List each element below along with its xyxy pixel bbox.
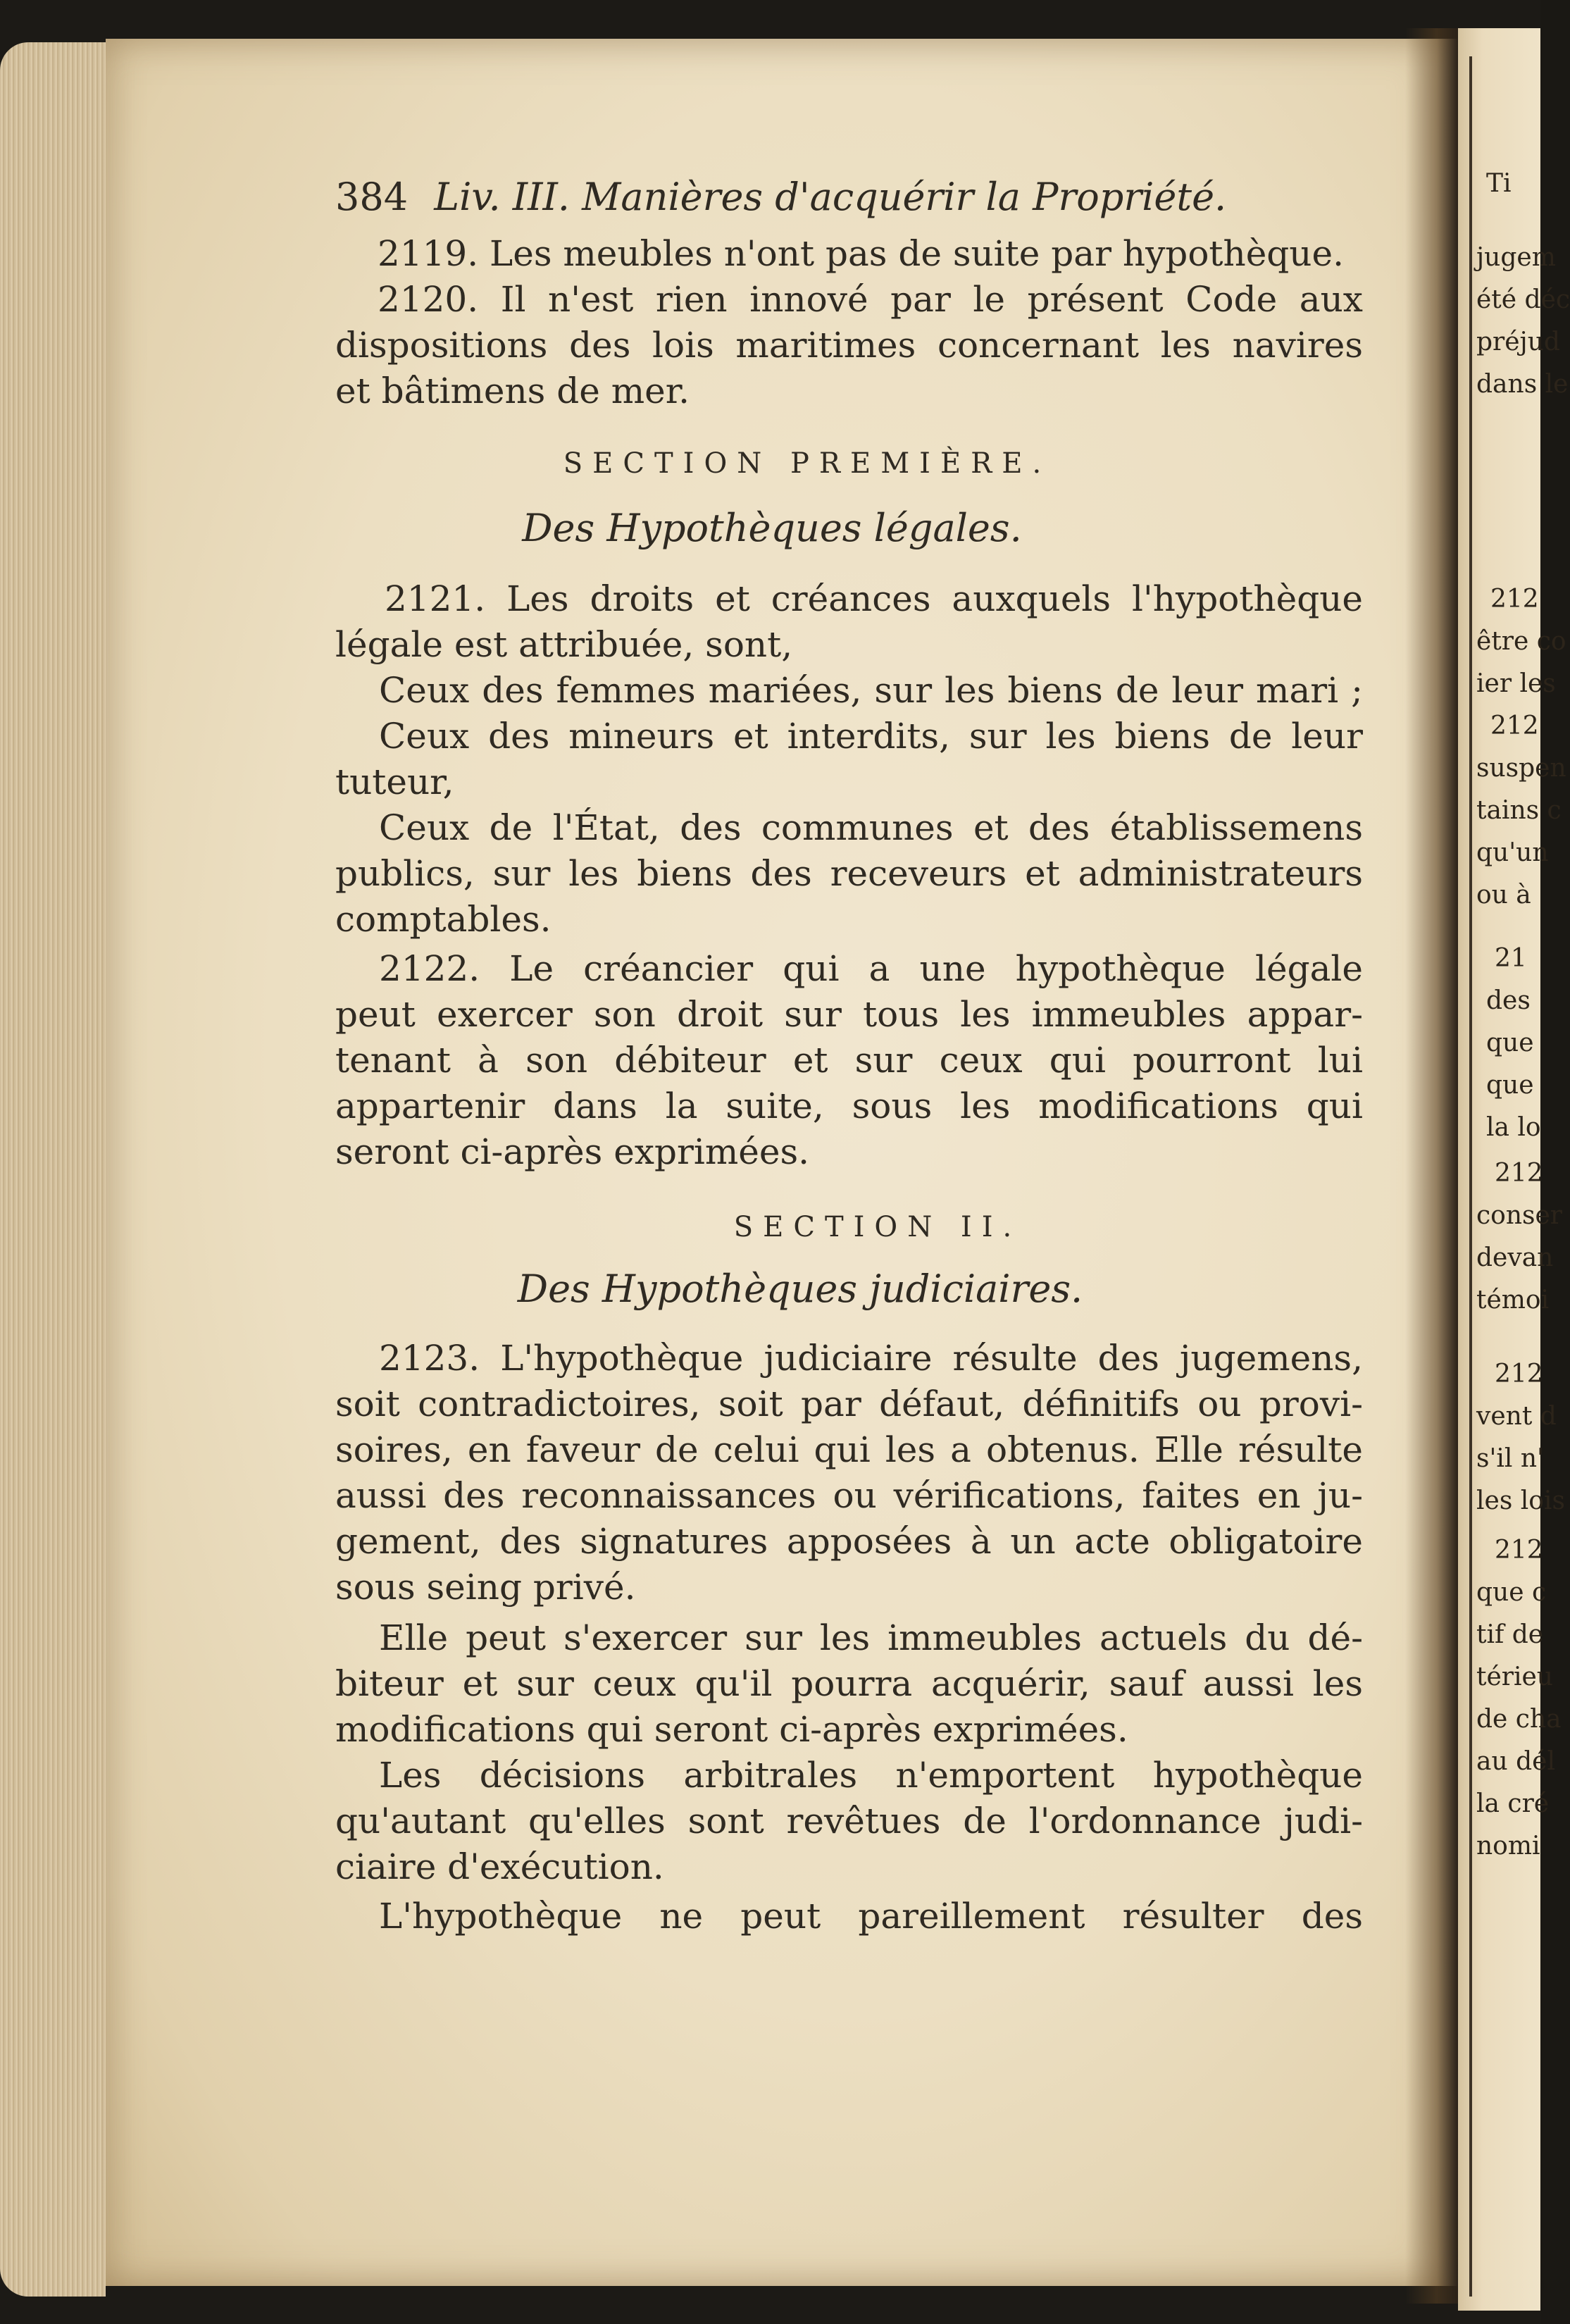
text-line: légale est attribuée, sont, [335,624,793,665]
text-line: 2119. Les meubles n'ont pas de suite par hypothèque. [378,233,1344,274]
section-title: Des Hypothèques judiciaires. [517,1267,1083,1311]
text-line: soit contradictoires, soit par défaut, définitifs ou provi- [335,1384,1363,1424]
text-line: qu'autant qu'elles sont revêtues de l'ordonnance judi- [335,1801,1363,1841]
section-heading: SECTION II. [733,1211,1022,1243]
text-line: modifications qui seront ci-après exprimées. [335,1709,1128,1750]
facing-line: préjud [1476,328,1560,356]
facing-line: conser [1476,1201,1563,1230]
facing-line: jugem [1476,243,1556,272]
text-line: et bâtimens de mer. [335,371,690,411]
facing-line: Ti [1486,169,1512,198]
text-line: gement, des signatures apposées à un acte obligatoire [335,1521,1363,1562]
text-line: sous seing privé. [335,1567,636,1608]
facing-line: térieu [1476,1663,1553,1691]
book-gutter [1405,28,1458,2304]
facing-line: ier les [1476,669,1556,698]
facing-line: 212 [1495,1536,1543,1565]
facing-line: s'il n' [1476,1444,1544,1473]
facing-line: ou à [1476,881,1531,909]
facing-page-rule [1469,56,1472,2297]
facing-line: les lois [1476,1486,1565,1515]
facing-line: 212 [1495,1159,1543,1188]
facing-line: tif de [1476,1620,1544,1649]
running-head [335,176,1363,218]
facing-line: qu'un [1476,838,1549,867]
text-line: soires, en faveur de celui qui les a obtenus. Elle résulte [335,1429,1363,1470]
facing-line: témoi [1476,1286,1550,1315]
facing-line: de cha [1476,1705,1562,1734]
text-line: biteur et sur ceux qu'il pourra acquérir, sauf aussi les [335,1663,1363,1704]
facing-line: suspen [1476,754,1566,783]
text-line: seront ci-après exprimées. [335,1131,810,1172]
text-line: peut exercer son droit sur tous les immeubles appar- [335,994,1363,1035]
facing-line: être co [1476,627,1566,656]
text-line: Les décisions arbitrales n'emportent hypothèque [379,1755,1363,1796]
facing-line: 21 [1495,944,1527,973]
facing-line: que [1486,1071,1534,1100]
text-line: 2122. Le créancier qui a une hypothèque légale [379,948,1363,989]
text-line: appartenir dans la suite, sous les modifications qui [335,1086,1363,1126]
text-line: Ceux de l'État, des communes et des établissemens [379,807,1363,848]
running-head-title: Liv. III. Manières d'acquérir la Propriété. [434,175,1227,219]
facing-line: 212 [1495,1360,1543,1388]
section-title: Des Hypothèques légales. [522,506,1022,550]
facing-line: vent d [1476,1402,1557,1431]
facing-line: dans le [1476,370,1569,399]
facing-line: au dél [1476,1747,1555,1776]
text-line: tenant à son débiteur et sur ceux qui pourront lui [335,1040,1363,1081]
text-line: dispositions des lois maritimes concernant les navires [335,325,1363,366]
text-line: 2120. Il n'est rien innové par le présent Code aux [378,279,1363,320]
facing-line: 212 [1490,585,1539,614]
facing-line: tains c [1476,796,1562,825]
facing-line: des [1486,986,1531,1015]
text-line: Ceux des mineurs et interdits, sur les biens de leur [379,716,1363,757]
facing-line: nomi [1476,1832,1540,1860]
text-line: Elle peut s'exercer sur les immeubles actuels du dé- [379,1617,1363,1658]
facing-line: la cré [1476,1789,1550,1818]
text-line: ciaire d'exécution. [335,1846,664,1887]
page-number: 384 [335,175,409,219]
facing-line: 212 [1490,712,1539,740]
facing-line: la lo [1486,1113,1541,1142]
text-line: comptables. [335,899,552,940]
text-line: 2123. L'hypothèque judiciaire résulte des jugemens, [379,1338,1363,1379]
text-line: publics, sur les biens des receveurs et administrateurs [335,853,1363,894]
text-line: aussi des reconnaissances ou vérifications, faites en ju- [335,1475,1363,1516]
text-line: tuteur, [335,762,454,802]
page-edges [0,42,106,2297]
text-line: L'hypothèque ne peut pareillement résulter des [379,1896,1363,1937]
text-line: 2121. Les droits et créances auxquels l'hypothèque [385,578,1363,619]
facing-line: que c [1476,1578,1547,1607]
section-heading: SECTION PREMIÈRE. [563,447,1052,480]
text-line: Ceux des femmes mariées, sur les biens de leur mari ; [379,670,1363,711]
facing-page [1458,28,1570,2311]
facing-line: devan [1476,1243,1554,1272]
facing-line: que [1486,1029,1534,1057]
facing-line: été déc [1476,285,1570,314]
